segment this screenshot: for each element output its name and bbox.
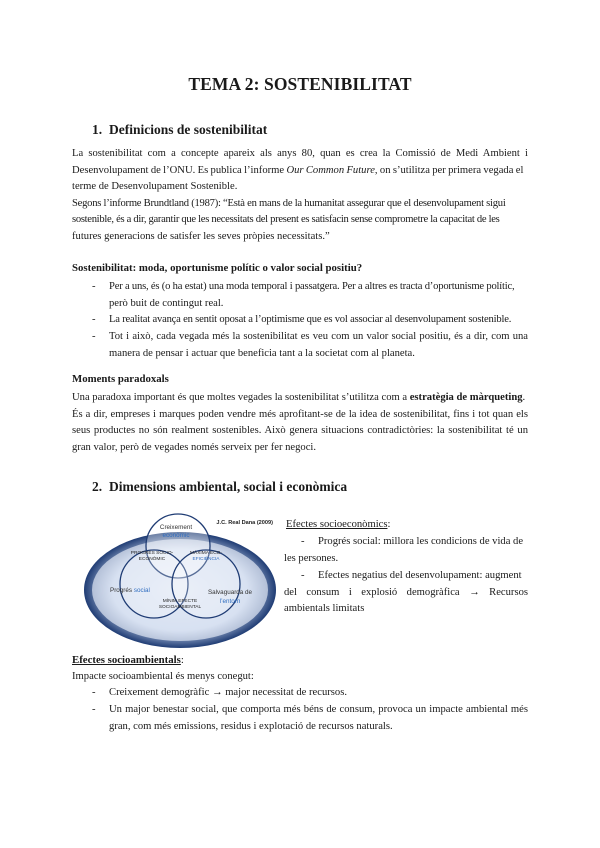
- socioeconomic-bullet-2: - Efectes negatius del desenvolupament: augment del consum i explosió demogràfica → Recursos ambientals limitats: [284, 569, 528, 614]
- paradox-line-4: gran valor, però de vegades només serveix per fer negoci.: [72, 441, 317, 453]
- report-title: Our Common Future: [286, 164, 375, 176]
- bullet-3-line-2: manera de pensar i actuar que beneficia tant a la societat com al planeta.: [109, 347, 415, 359]
- bullet-dash: -: [92, 704, 96, 715]
- bullet-dash: -: [92, 314, 96, 325]
- label-economic: econòmic: [162, 532, 190, 539]
- bullet-2-text: La realitat avança en sentit oposat a l’optimisme que es vol associar al desenvolupament sostenible.: [109, 314, 512, 325]
- bullet-1-line-2: però buit de contingut real.: [109, 297, 224, 309]
- paradox-line-1: Una paradoxa important és que moltes vegades la sostenibilitat s’utilitza com a estratègia de màrqueting.: [72, 392, 526, 403]
- bullet-dash: -: [92, 281, 96, 292]
- bullet-1-line-1: Per a uns, és (o ha estat) una moda temporal i passatgera. Per a altres es tracta d’oportunisme polític,: [109, 281, 515, 292]
- socioambiental-heading: Efectes socioambientals:: [72, 654, 184, 666]
- subheading-moda: Sostenibilitat: moda, oportunisme polític o valor social positiu?: [72, 262, 363, 274]
- section-2-number: 2.: [92, 479, 103, 494]
- svg-text:EFICIÈNCIA: EFICIÈNCIA: [192, 557, 220, 562]
- label-entorn: l’entorn: [219, 598, 241, 605]
- intro-line-1: La sostenibilitat com a concepte apareix als anys 80, quan es crea la Comissió de Medi Ambient i: [72, 148, 528, 159]
- svg-text:ECONÒMIC: ECONÒMIC: [138, 557, 166, 562]
- paradox-line-2: És a dir, empreses i marques poden vendre més aprofitant-se de la idea de sostenibilitat, fins i tot quan els: [72, 408, 528, 420]
- paradox-line-3: seus productes no són realment sostenibles. Això genera situacions contradictòries: la sostenibilitat té un: [72, 425, 528, 437]
- label-progres-social: Progrés social: [110, 587, 150, 594]
- label-salvaguarda: Salvaguarda de: [207, 589, 253, 596]
- bullet-dash: -: [301, 535, 305, 547]
- socioeconomic-heading: Efectes socioeconòmics: [286, 519, 388, 530]
- section-2-title: Dimensions ambiental, social i econòmica: [109, 479, 348, 494]
- svg-text:SOCIOAMBIENTAL: SOCIOAMBIENTAL: [158, 605, 202, 610]
- label-creixement: Creixement: [159, 524, 193, 531]
- document-page: TEMA 2: SOSTENIBILITAT 1. Definicions de sostenibilitat La sostenibilitat com a concepte apareix als anys 80, quan es crea la Comissió de Medi Ambient i Desenvolupament de l’ONU. Es publica l’informe Our Common Future, on s’utilitza per primera vegada el terme de Desenvolupament Sostenible. Segons l’informe Brundtland (1987): “Està en mans de la humanitat assegurar que el desenvolupament sigui sostenible, és a dir, garantir que les necessitats del present es satisfacin sense comprometre la capacitat de les futures generacions de satisfer les seves pròpies necessitats.” Sostenibilitat: moda, oportunisme polític o valor social positiu? - Per a uns, és (o ha estat) una moda temporal i passatgera. Per a altres es tracta d’oportunisme polític, però buit de contingut real. - La realitat avança en sentit oposat a l’optimisme que es vol associar al desenvolupament sostenible. - Tot i això, cada vegada més la sostenibilitat es veu com un valor social positiu, és a dir, com una manera de pensar i actuar que beneficia tant a la societat com al planeta. Moments paradoxals Una paradoxa important és que moltes vegades la sostenibilitat s’utilitza com a estratègia de màrqueting. És a dir, empreses i marques poden vendre més aprofitant-se de la idea de sostenibilitat, fins i tot quan els seus productes no són realment sostenibles. Això genera situacions contradictòries: la sostenibilitat té un gran valor, però de vegades només serveix per fer negoci. 2. Dimensions ambiental, social i econòmica J.C. Real Dana (2009) Creixement econòmic PROGRÉS SOCIO- ECONÒMIC MÀXIMA ECO- EFICIÈNCIA Progrés social MÍNIM EFECTE SOCIOAMBIENTAL Salvaguarda de l’entorn Efectes socioeconòmics: - Progrés social: millora les condicions de vida de les persones. - Efectes negatius del desenvolupament: augment del consum i explosió demogràfica → Recursos ambientals limitats Efectes socioambientals: Impacte socioambiental és menys conegut: - Creixement demogràfic → major necessitat de recursos. - Un major benestar social, que comporta més béns de consum, provoca un impacte ambiental més gran, com més emissions, residus i explotació de recursos naturals.: [0, 0, 600, 848]
- label-minim-efecte: MÍNIM EFECTE: [162, 599, 198, 604]
- brundtland-line-1: Segons l’informe Brundtland (1987): “Està en mans de la humanitat assegurar que el desenvolupament sigui: [72, 197, 506, 209]
- paradox-paragraph: [72, 390, 528, 456]
- bullet-3-line-1: Tot i això, cada vegada més la sostenibilitat es veu com un valor social positiu, és a dir, com una: [109, 331, 528, 342]
- intro-line-3: terme de Desenvolupament Sostenible.: [72, 181, 238, 193]
- label-maxima-ecoeficiencia: MÀXIMA ECO-: [190, 551, 222, 556]
- brundtland-line-2: sostenible, és a dir, garantir que les necessitats del present es satisfacin sense comprometre la capacitat de les: [72, 214, 500, 226]
- section-1-number: 1.: [92, 122, 103, 137]
- socioeconomic-effects: Efectes socioeconòmics: - Progrés social: millora les condicions de vida de les persones. - Efectes negatius del desenvolupament: augment del consum i explosió demogràfica → Recursos ambientals limitats: [284, 517, 528, 618]
- section-1-title: Definicions de sostenibilitat: [109, 122, 268, 137]
- bullet-dash: -: [301, 569, 305, 581]
- bullet-dash: -: [92, 331, 96, 342]
- intro-line-2: Desenvolupament de l’ONU. Es publica l’informe Our Common Future, on s’utilitza per primera vegada el: [72, 164, 524, 176]
- brundtland-line-3: futures generacions de satisfer les seves pròpies necessitats.”: [72, 230, 330, 242]
- document-title: TEMA 2: SOSTENIBILITAT: [188, 74, 412, 94]
- subheading-moments: Moments paradoxals: [72, 373, 169, 385]
- label-progres-socioeconomic: PROGRÉS SOCIO-: [130, 551, 174, 556]
- diagram-credit: J.C. Real Dana (2009): [216, 520, 273, 526]
- sustainability-venn-diagram: [80, 512, 280, 652]
- socioeconomic-bullet-1: - Progrés social: millora les condicions de vida de les persones.: [284, 535, 524, 564]
- marketing-strategy-term: estratègia de màrqueting: [409, 392, 523, 403]
- socioambiental-intro: Impacte socioambiental és menys conegut:: [72, 671, 254, 682]
- intro-paragraph: [72, 146, 528, 246]
- bullet-dash: -: [92, 687, 96, 698]
